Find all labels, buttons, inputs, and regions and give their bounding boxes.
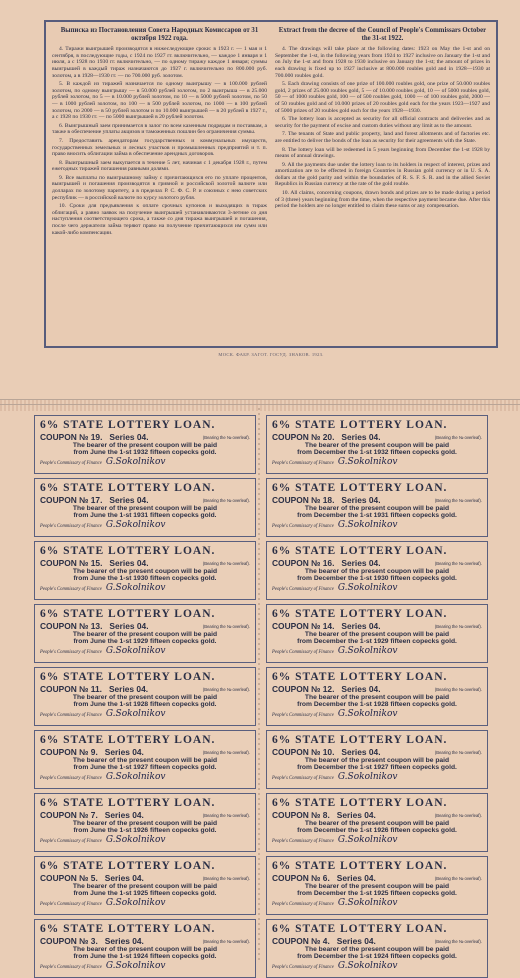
coupon-bearer-line: The bearer of the present coupon will be paid <box>304 694 450 701</box>
coupon-sign-block <box>272 899 482 909</box>
coupon-sign-block <box>40 521 250 531</box>
decree-en-paragraph: 5. Each drawing consists of one prize of 100.000 roubles gold, one prize of 50.000 roubles gold, 2 prizes of 25.000 roubles gold, 5 — of 10.000 roubles gold, 10 — of 5000 roubles gold, 50 — of 1000 roubles gold, 100 — of 500 roubles gold, 1000 — of 100 roubles gold, 2000 — of 50 roubles gold and of 10.000 prizes of 20 roubles gold each for the years 1923—1927 and of 5000 prizes of 20 roubles gold each for the years 1928—1930. <box>275 81 490 114</box>
coupon-sign-block <box>272 647 482 657</box>
coupon-id-line: COUPON № 11. Series 04. (Bearing the № overleaf). <box>40 684 250 694</box>
coupon-sign-block <box>40 710 250 720</box>
coupon-number: 19 <box>90 432 101 442</box>
decree-en-paragraph: 7. The tenants of State and public property, land and forest allotments and of factories etc. are entitled to deliver the bonds of the loan as security for their agreements with the State. <box>275 131 490 144</box>
coupon-series: Series 04. <box>109 558 149 568</box>
coupon-sign-block <box>272 521 482 531</box>
coupon-bearer-line: The bearer of the present coupon will be paid <box>72 946 218 953</box>
coupon-signature: G.Sokolnikov <box>105 582 166 593</box>
coupon-title: 6% STATE LOTTERY LOAN. <box>272 671 448 683</box>
coupon-sign-block <box>40 584 250 594</box>
coupon-title: 6% STATE LOTTERY LOAN. <box>40 797 216 809</box>
coupon-card <box>266 730 488 789</box>
coupon-pay-line: from June the 1-st 1927 fifteen copecks gold. <box>73 764 217 772</box>
coupon-card <box>34 730 256 789</box>
coupon-signature: G.Sokolnikov <box>105 456 166 467</box>
coupon-number: 3 <box>90 936 96 946</box>
coupon-number: 10 <box>322 747 333 757</box>
coupon-series: Series 04. <box>108 684 149 694</box>
coupon-signature: G.Sokolnikov <box>337 960 398 971</box>
coupon-bearing-note: (Bearing the № overleaf). <box>434 498 482 503</box>
coupon-id-line: COUPON № 17. Series 04. (Bearing the № overleaf). <box>40 495 250 505</box>
coupon-id-line: COUPON № 13. Series 04. (Bearing the № overleaf). <box>40 621 250 631</box>
coupon-title: 6% STATE LOTTERY LOAN. <box>40 608 216 620</box>
coupon-id-line: COUPON № 4. Series 04. (Bearing the № overleaf). <box>272 936 482 946</box>
perforation-line <box>0 404 520 411</box>
coupon-pay-line: from June the 1-st 1932 fifteen copecks gold. <box>73 449 217 457</box>
coupon-word: COUPON № <box>272 432 321 442</box>
coupon-bearing-note: (Bearing the № overleaf). <box>434 435 482 440</box>
coupon-signature: G.Sokolnikov <box>337 645 398 656</box>
coupon-bearer-line: The bearer of the present coupon will be paid <box>304 757 450 764</box>
decree-ru-paragraph: 8. Выигрышный заем выкупается в течение 5 лет, начиная с 1 декабря 1928 г., путем ежегодных тиражей погашения равными долями. <box>52 159 267 173</box>
coupon-word: COUPON № <box>272 873 321 883</box>
coupon-word: COUPON № <box>272 747 321 757</box>
coupon-card <box>34 604 256 663</box>
coupon-card <box>266 793 488 852</box>
coupon-series: Series 04. <box>341 432 381 442</box>
coupon-signature: G.Sokolnikov <box>337 582 398 593</box>
coupon-title: 6% STATE LOTTERY LOAN. <box>272 860 448 872</box>
coupon-bearer-line: The bearer of the present coupon will be paid <box>72 883 218 890</box>
coupon-sign-label: People's Commissary of Finance <box>40 586 102 592</box>
coupon-bearing-note: (Bearing the № overleaf). <box>202 561 250 566</box>
coupon-word: COUPON № <box>40 495 89 505</box>
coupon-title: 6% STATE LOTTERY LOAN. <box>272 482 448 494</box>
coupon-sign-block <box>40 458 250 468</box>
coupon-card <box>266 856 488 915</box>
coupon-sign-label: People's Commissary of Finance <box>272 586 334 592</box>
coupon-sign-label: People's Commissary of Finance <box>272 964 334 970</box>
coupon-pay-line: from June the 1-st 1930 fifteen copecks gold. <box>73 575 217 583</box>
coupon-pay-line: from December the 1-st 1931 fifteen copecks gold. <box>297 512 457 520</box>
coupon-id-line: COUPON № 8. Series 04. (Bearing the № overleaf). <box>272 810 482 820</box>
coupon-sign-block <box>272 773 482 783</box>
coupon-sign-label: People's Commissary of Finance <box>272 523 334 529</box>
coupon-title: 6% STATE LOTTERY LOAN. <box>40 545 216 557</box>
coupon-word: COUPON № <box>272 621 321 631</box>
coupon-title: 6% STATE LOTTERY LOAN. <box>272 419 448 431</box>
coupon-sign-label: People's Commissary of Finance <box>40 460 102 466</box>
coupon-number: 13 <box>90 621 101 631</box>
coupon-series: Series 04. <box>109 432 149 442</box>
coupon-sign-label: People's Commissary of Finance <box>272 775 334 781</box>
coupon-signature: G.Sokolnikov <box>105 519 166 530</box>
coupon-pay-line: from December the 1-st 1927 fifteen copecks gold. <box>297 764 457 772</box>
decree-en-paragraph: 6. The lottery loan is accepted as security for all official contracts and deliveries and as security for the payment of excise and custom duties without any limit as to the amount. <box>275 116 490 129</box>
coupon-pay-line: from December the 1-st 1930 fifteen copecks gold. <box>297 575 457 583</box>
coupon-word: COUPON № <box>40 810 89 820</box>
coupon-word: COUPON № <box>272 810 321 820</box>
coupon-pay-line: from June the 1-st 1925 fifteen copecks gold. <box>73 890 217 898</box>
coupon-title: 6% STATE LOTTERY LOAN. <box>272 608 448 620</box>
coupon-series: Series 04. <box>341 558 381 568</box>
coupon-pay-line: from December the 1-st 1926 fifteen copecks gold. <box>297 827 457 835</box>
coupon-number: 18 <box>322 495 333 505</box>
coupon-number: 20 <box>322 432 333 442</box>
coupon-number: 14 <box>322 621 333 631</box>
coupon-title: 6% STATE LOTTERY LOAN. <box>272 734 448 746</box>
coupon-pay-line: from December the 1-st 1929 fifteen copecks gold. <box>297 638 457 646</box>
coupon-title: 6% STATE LOTTERY LOAN. <box>40 482 216 494</box>
coupon-signature: G.Sokolnikov <box>337 456 398 467</box>
coupon-bearer-line: The bearer of the present coupon will be paid <box>304 820 450 827</box>
coupon-id-line: COUPON № 7. Series 04. (Bearing the № overleaf). <box>40 810 250 820</box>
coupon-series: Series 04. <box>341 747 381 757</box>
decree-ru-paragraph: 4. Тиражи выигрышей производятся в нижеследующие сроки: в 1923 г. — 1 мая и 1 сентября, в последующие годы, с 1924 по 1927 гг. включительно, — каждое 1 января и 1 июля, а с 1928 по 1930 гг. включительно, — по одному тиражу каждое 1 января; суммы выигрышей в каждый тираж назначаются до 1927 г. включительно по 800.000 руб. золотом, а в 1928—1930 гг. — по 700.000 руб. золотом. <box>52 46 267 79</box>
coupon-series: Series 04. <box>104 747 144 757</box>
coupon-sign-block <box>40 773 250 783</box>
coupon-bearing-note: (Bearing the № overleaf). <box>202 939 250 944</box>
coupon-bearer-line: The bearer of the present coupon will be paid <box>304 883 450 890</box>
coupon-card <box>34 919 256 978</box>
coupon-pay-line: from June the 1-st 1928 fifteen copecks gold. <box>73 701 217 709</box>
coupon-series: Series 04. <box>336 936 376 946</box>
coupon-title: 6% STATE LOTTERY LOAN. <box>40 860 216 872</box>
coupon-id-line: COUPON № 9. Series 04. (Bearing the № overleaf). <box>40 747 250 757</box>
coupon-series: Series 04. <box>341 495 381 505</box>
coupon-bearing-note: (Bearing the № overleaf). <box>202 624 250 629</box>
coupon-sign-block <box>272 584 482 594</box>
coupon-sign-block <box>40 899 250 909</box>
coupon-sign-block <box>40 647 250 657</box>
coupon-signature: G.Sokolnikov <box>105 897 166 908</box>
coupon-number: 4 <box>322 936 328 946</box>
coupon-id-line: COUPON № 15. Series 04. (Bearing the № overleaf). <box>40 558 250 568</box>
decree-extract-box <box>44 20 498 348</box>
coupon-bearing-note: (Bearing the № overleaf). <box>202 435 250 440</box>
coupon-title: 6% STATE LOTTERY LOAN. <box>40 923 216 935</box>
coupon-card <box>34 667 256 726</box>
coupon-series: Series 04. <box>341 621 381 631</box>
coupon-bearer-line: The bearer of the present coupon will be paid <box>72 505 218 512</box>
coupon-sign-label: People's Commissary of Finance <box>40 838 102 844</box>
coupon-number: 12 <box>322 684 333 694</box>
coupon-title: 6% STATE LOTTERY LOAN. <box>40 671 216 683</box>
printer-imprint: МОСК. ФАБР. ЗАГОТ. ГОСУД. ЗНАКОВ. 1923. <box>218 352 324 357</box>
coupon-bearer-line: The bearer of the present coupon will be paid <box>304 442 450 449</box>
coupon-number: 17 <box>90 495 101 505</box>
decree-russian-title: Выписка из Постановления Совета Народных Комиссаров от 31 октября 1922 года. <box>60 27 259 42</box>
coupon-bearing-note: (Bearing the № overleaf). <box>202 687 250 692</box>
coupon-sign-label: People's Commissary of Finance <box>40 964 102 970</box>
coupon-pay-line: from December the 1-st 1924 fifteen copecks gold. <box>297 953 457 961</box>
coupon-id-line: COUPON № 10. Series 04. (Bearing the № overleaf). <box>272 747 482 757</box>
coupon-number: 9 <box>90 747 96 757</box>
coupon-pay-line: from June the 1-st 1931 fifteen copecks gold. <box>73 512 217 520</box>
coupon-title: 6% STATE LOTTERY LOAN. <box>272 923 448 935</box>
coupon-id-line: COUPON № 3. Series 04. (Bearing the № overleaf). <box>40 936 250 946</box>
coupon-series: Series 04. <box>104 810 144 820</box>
coupon-card <box>34 541 256 600</box>
decree-english-title: Extract from the decree of the Council of People's Commissars October the 31-st 1922. <box>278 27 487 42</box>
decree-en-paragraph: 9. All the payments due under the lottery loan to its holders in respect of interest, prizes and amortization are to be effected in foreign Countries in Russian gold currency or in U. S. A. dollars at the gold parity and within the boundaries of R. S. F. S. R. and in the allied Soviet Republics in Russian currency at the rate of the gold rouble. <box>275 161 490 188</box>
coupon-bearing-note: (Bearing the № overleaf). <box>434 813 482 818</box>
coupon-signature: G.Sokolnikov <box>105 645 166 656</box>
coupon-title: 6% STATE LOTTERY LOAN. <box>272 545 448 557</box>
coupon-word: COUPON № <box>40 684 89 694</box>
coupon-word: COUPON № <box>272 936 321 946</box>
coupon-sign-label: People's Commissary of Finance <box>40 901 102 907</box>
decree-russian-column <box>52 27 267 341</box>
coupon-sign-block <box>272 962 482 972</box>
coupon-title: 6% STATE LOTTERY LOAN. <box>40 419 216 431</box>
coupon-id-line: COUPON № 19. Series 04. (Bearing the № overleaf). <box>40 432 250 442</box>
coupon-sign-block <box>272 710 482 720</box>
coupon-number: 5 <box>90 873 96 883</box>
coupon-bearer-line: The bearer of the present coupon will be paid <box>304 631 450 638</box>
coupon-sign-label: People's Commissary of Finance <box>272 649 334 655</box>
coupon-card <box>34 793 256 852</box>
coupon-series: Series 04. <box>341 684 381 694</box>
coupon-id-line: COUPON № 18. Series 04. (Bearing the № overleaf). <box>272 495 482 505</box>
coupon-signature: G.Sokolnikov <box>337 771 398 782</box>
coupon-bearer-line: The bearer of the present coupon will be paid <box>72 631 218 638</box>
coupon-bearing-note: (Bearing the № overleaf). <box>434 687 482 692</box>
coupon-bearing-note: (Bearing the № overleaf). <box>202 750 250 755</box>
coupon-series: Series 04. <box>104 936 144 946</box>
decree-en-paragraph: 10. All claims, concerning coupons, drawn bonds and prizes are to be made during a period of 3 (three) years beginning from the time, when the respective payment became due. After this period the holders are no longer entitled to claim these sums or any compensation. <box>275 190 490 210</box>
coupon-number: 6 <box>322 873 328 883</box>
coupon-series: Series 04. <box>109 495 149 505</box>
decree-english-column <box>275 27 490 341</box>
coupon-word: COUPON № <box>40 873 89 883</box>
coupon-series: Series 04. <box>109 621 149 631</box>
decree-ru-paragraph: 10. Сроки для предъявления к оплате срочных купонов и выходящих в тираж облигаций, а равно заявок на получение выигрышей устанавливаются 3-летние со дня наступления соответствующего срока, а также со дня тиража выигрышей и погашения, после чего держатели займа теряют право на получение причитающихся им сумм или какой-либо компенсации. <box>52 203 267 236</box>
coupon-pay-line: from December the 1-st 1928 fifteen copecks gold. <box>297 701 457 709</box>
coupon-bearer-line: The bearer of the present coupon will be paid <box>304 946 450 953</box>
coupon-id-line: COUPON № 14. Series 04. (Bearing the № overleaf). <box>272 621 482 631</box>
coupon-bearing-note: (Bearing the № overleaf). <box>434 624 482 629</box>
coupon-number: 7 <box>90 810 96 820</box>
coupon-number: 16 <box>322 558 333 568</box>
coupon-sign-block <box>272 836 482 846</box>
coupon-series: Series 04. <box>104 873 144 883</box>
coupon-signature: G.Sokolnikov <box>105 960 166 971</box>
coupon-pay-line: from December the 1-st 1925 fifteen copecks gold. <box>297 890 457 898</box>
coupon-series: Series 04. <box>336 810 376 820</box>
coupon-bearer-line: The bearer of the present coupon will be paid <box>72 757 218 764</box>
coupon-number: 15 <box>90 558 101 568</box>
decree-en-paragraph: 8. The lottery loan will be redeemed in 5 years beginning from December the 1-st 1928 by means of annual drawings. <box>275 146 490 160</box>
coupon-card <box>34 478 256 537</box>
coupon-sign-label: People's Commissary of Finance <box>272 901 334 907</box>
coupon-sign-block <box>40 836 250 846</box>
decree-ru-paragraph: 5. В каждой из тиражей назначается по одному выигрышу — в 100.000 рублей золотом, по одному выигрышу — в 50.000 рублей золотом, по 2 выигрыша — в 25.000 рублей золотом, по 5 — в 10.000 рублей золотом, по 10 — в 5000 рублей золотом, по 50 — в 1000 рублей золотом, по 100 — в 500 рублей золотом, по 1000 — в 100 рублей золотом, по 2000 — в 50 рублей золотом и по 10.000 выигрышей — в 20 рублей в 1927 г., а с 1928 по 1930 гг. — по 5000 выигрышей в 20 рублей золотом. <box>52 81 267 121</box>
coupon-id-line: COUPON № 12. Series 04. (Bearing the № overleaf). <box>272 684 482 694</box>
coupon-bearing-note: (Bearing the № overleaf). <box>434 876 482 881</box>
coupon-bearer-line: The bearer of the present coupon will be paid <box>72 820 218 827</box>
coupon-bearing-note: (Bearing the № overleaf). <box>202 813 250 818</box>
coupon-sign-label: People's Commissary of Finance <box>272 460 334 466</box>
coupon-sign-label: People's Commissary of Finance <box>40 523 102 529</box>
coupon-bearing-note: (Bearing the № overleaf). <box>434 561 482 566</box>
coupon-pay-line: from June the 1-st 1926 fifteen copecks gold. <box>73 827 217 835</box>
coupon-bearer-line: The bearer of the present coupon will be paid <box>304 505 450 512</box>
coupon-title: 6% STATE LOTTERY LOAN. <box>272 797 448 809</box>
coupon-signature: G.Sokolnikov <box>337 834 398 845</box>
coupon-sign-label: People's Commissary of Finance <box>272 838 334 844</box>
coupon-word: COUPON № <box>40 747 89 757</box>
decree-ru-paragraph: 7. Предоставить арендаторам государственных и коммунальных имуществ, государственных земельных и лесных участков и промышленных предприятий и т. п. право вносить облигации займа в обеспечение арендных договоров. <box>52 137 267 158</box>
coupon-card <box>34 415 256 474</box>
coupon-word: COUPON № <box>272 558 321 568</box>
coupon-id-line: COUPON № 6. Series 04. (Bearing the № overleaf). <box>272 873 482 883</box>
coupon-word: COUPON № <box>40 432 89 442</box>
coupon-bearing-note: (Bearing the № overleaf). <box>434 939 482 944</box>
coupon-sign-label: People's Commissary of Finance <box>40 649 102 655</box>
perforation-line-vertical <box>258 408 260 960</box>
coupon-number: 11 <box>90 684 100 694</box>
coupon-signature: G.Sokolnikov <box>105 708 166 719</box>
coupon-bearer-line: The bearer of the present coupon will be paid <box>304 568 450 575</box>
decree-ru-paragraph: 9. Все выплаты по выигрышному займу с причитающихся его по уплате процентов, выигрышей и погашения производятся в гривной и российской золотой валюте или долларах по золотому паритету, а в пределах Р. С. Ф. С. Р. и союзных с нею советских республик — в российской валюте по курсу золотого рубля. <box>52 174 267 201</box>
coupon-bearer-line: The bearer of the present coupon will be paid <box>72 442 218 449</box>
coupon-id-line: COUPON № 5. Series 04. (Bearing the № overleaf). <box>40 873 250 883</box>
coupon-number: 8 <box>322 810 328 820</box>
coupon-bearer-line: The bearer of the present coupon will be paid <box>72 694 218 701</box>
coupon-pay-line: from June the 1-st 1929 fifteen copecks gold. <box>73 638 217 646</box>
coupon-pay-line: from December the 1-st 1932 fifteen copecks gold. <box>297 449 457 457</box>
coupon-signature: G.Sokolnikov <box>337 897 398 908</box>
coupon-signature: G.Sokolnikov <box>337 708 398 719</box>
coupon-word: COUPON № <box>40 621 89 631</box>
coupon-signature: G.Sokolnikov <box>105 834 166 845</box>
coupon-id-line: COUPON № 20. Series 04. (Bearing the № overleaf). <box>272 432 482 442</box>
coupon-word: COUPON № <box>272 495 321 505</box>
decree-en-paragraph: 4. The drawings will take place at the following dates: 1923 on May the 1-st and on September the 1-st, in the following years from 1924 to 1927 inclusive on January the 1-st and on July the 1-st and from 1928 to 1930 inclusive on January the 1-st; the amount of prizes in each drawing is fixed up to 1927 inclusive at 800.000 roubles gold and in 1928—1930 at 700.000 roubles gold. <box>275 46 490 79</box>
coupon-card <box>266 541 488 600</box>
coupon-card <box>34 856 256 915</box>
coupon-sign-block <box>272 458 482 468</box>
coupon-signature: G.Sokolnikov <box>337 519 398 530</box>
coupon-card <box>266 919 488 978</box>
coupon-series: Series 04. <box>336 873 376 883</box>
coupon-card <box>266 415 488 474</box>
coupon-bearing-note: (Bearing the № overleaf). <box>202 498 250 503</box>
decree-ru-paragraph: 6. Выигрышный заем принимается в залог по всем казенным подрядам и поставкам, а также в обеспечение уплаты акцизов и таможенных пошлин без ограничения суммы. <box>52 122 267 136</box>
coupon-word: COUPON № <box>40 558 89 568</box>
coupon-card <box>266 604 488 663</box>
coupon-bearing-note: (Bearing the № overleaf). <box>202 876 250 881</box>
coupon-pay-line: from June the 1-st 1924 fifteen copecks gold. <box>73 953 217 961</box>
coupon-sign-label: People's Commissary of Finance <box>40 775 102 781</box>
coupon-card <box>266 667 488 726</box>
coupon-id-line: COUPON № 16. Series 04. (Bearing the № overleaf). <box>272 558 482 568</box>
coupon-bearing-note: (Bearing the № overleaf). <box>434 750 482 755</box>
coupon-title: 6% STATE LOTTERY LOAN. <box>40 734 216 746</box>
coupon-card <box>266 478 488 537</box>
coupon-signature: G.Sokolnikov <box>105 771 166 782</box>
coupon-sign-label: People's Commissary of Finance <box>40 712 102 718</box>
coupon-bearer-line: The bearer of the present coupon will be paid <box>72 568 218 575</box>
coupon-word: COUPON № <box>272 684 321 694</box>
coupon-sign-block <box>40 962 250 972</box>
coupon-word: COUPON № <box>40 936 89 946</box>
coupon-sign-label: People's Commissary of Finance <box>272 712 334 718</box>
